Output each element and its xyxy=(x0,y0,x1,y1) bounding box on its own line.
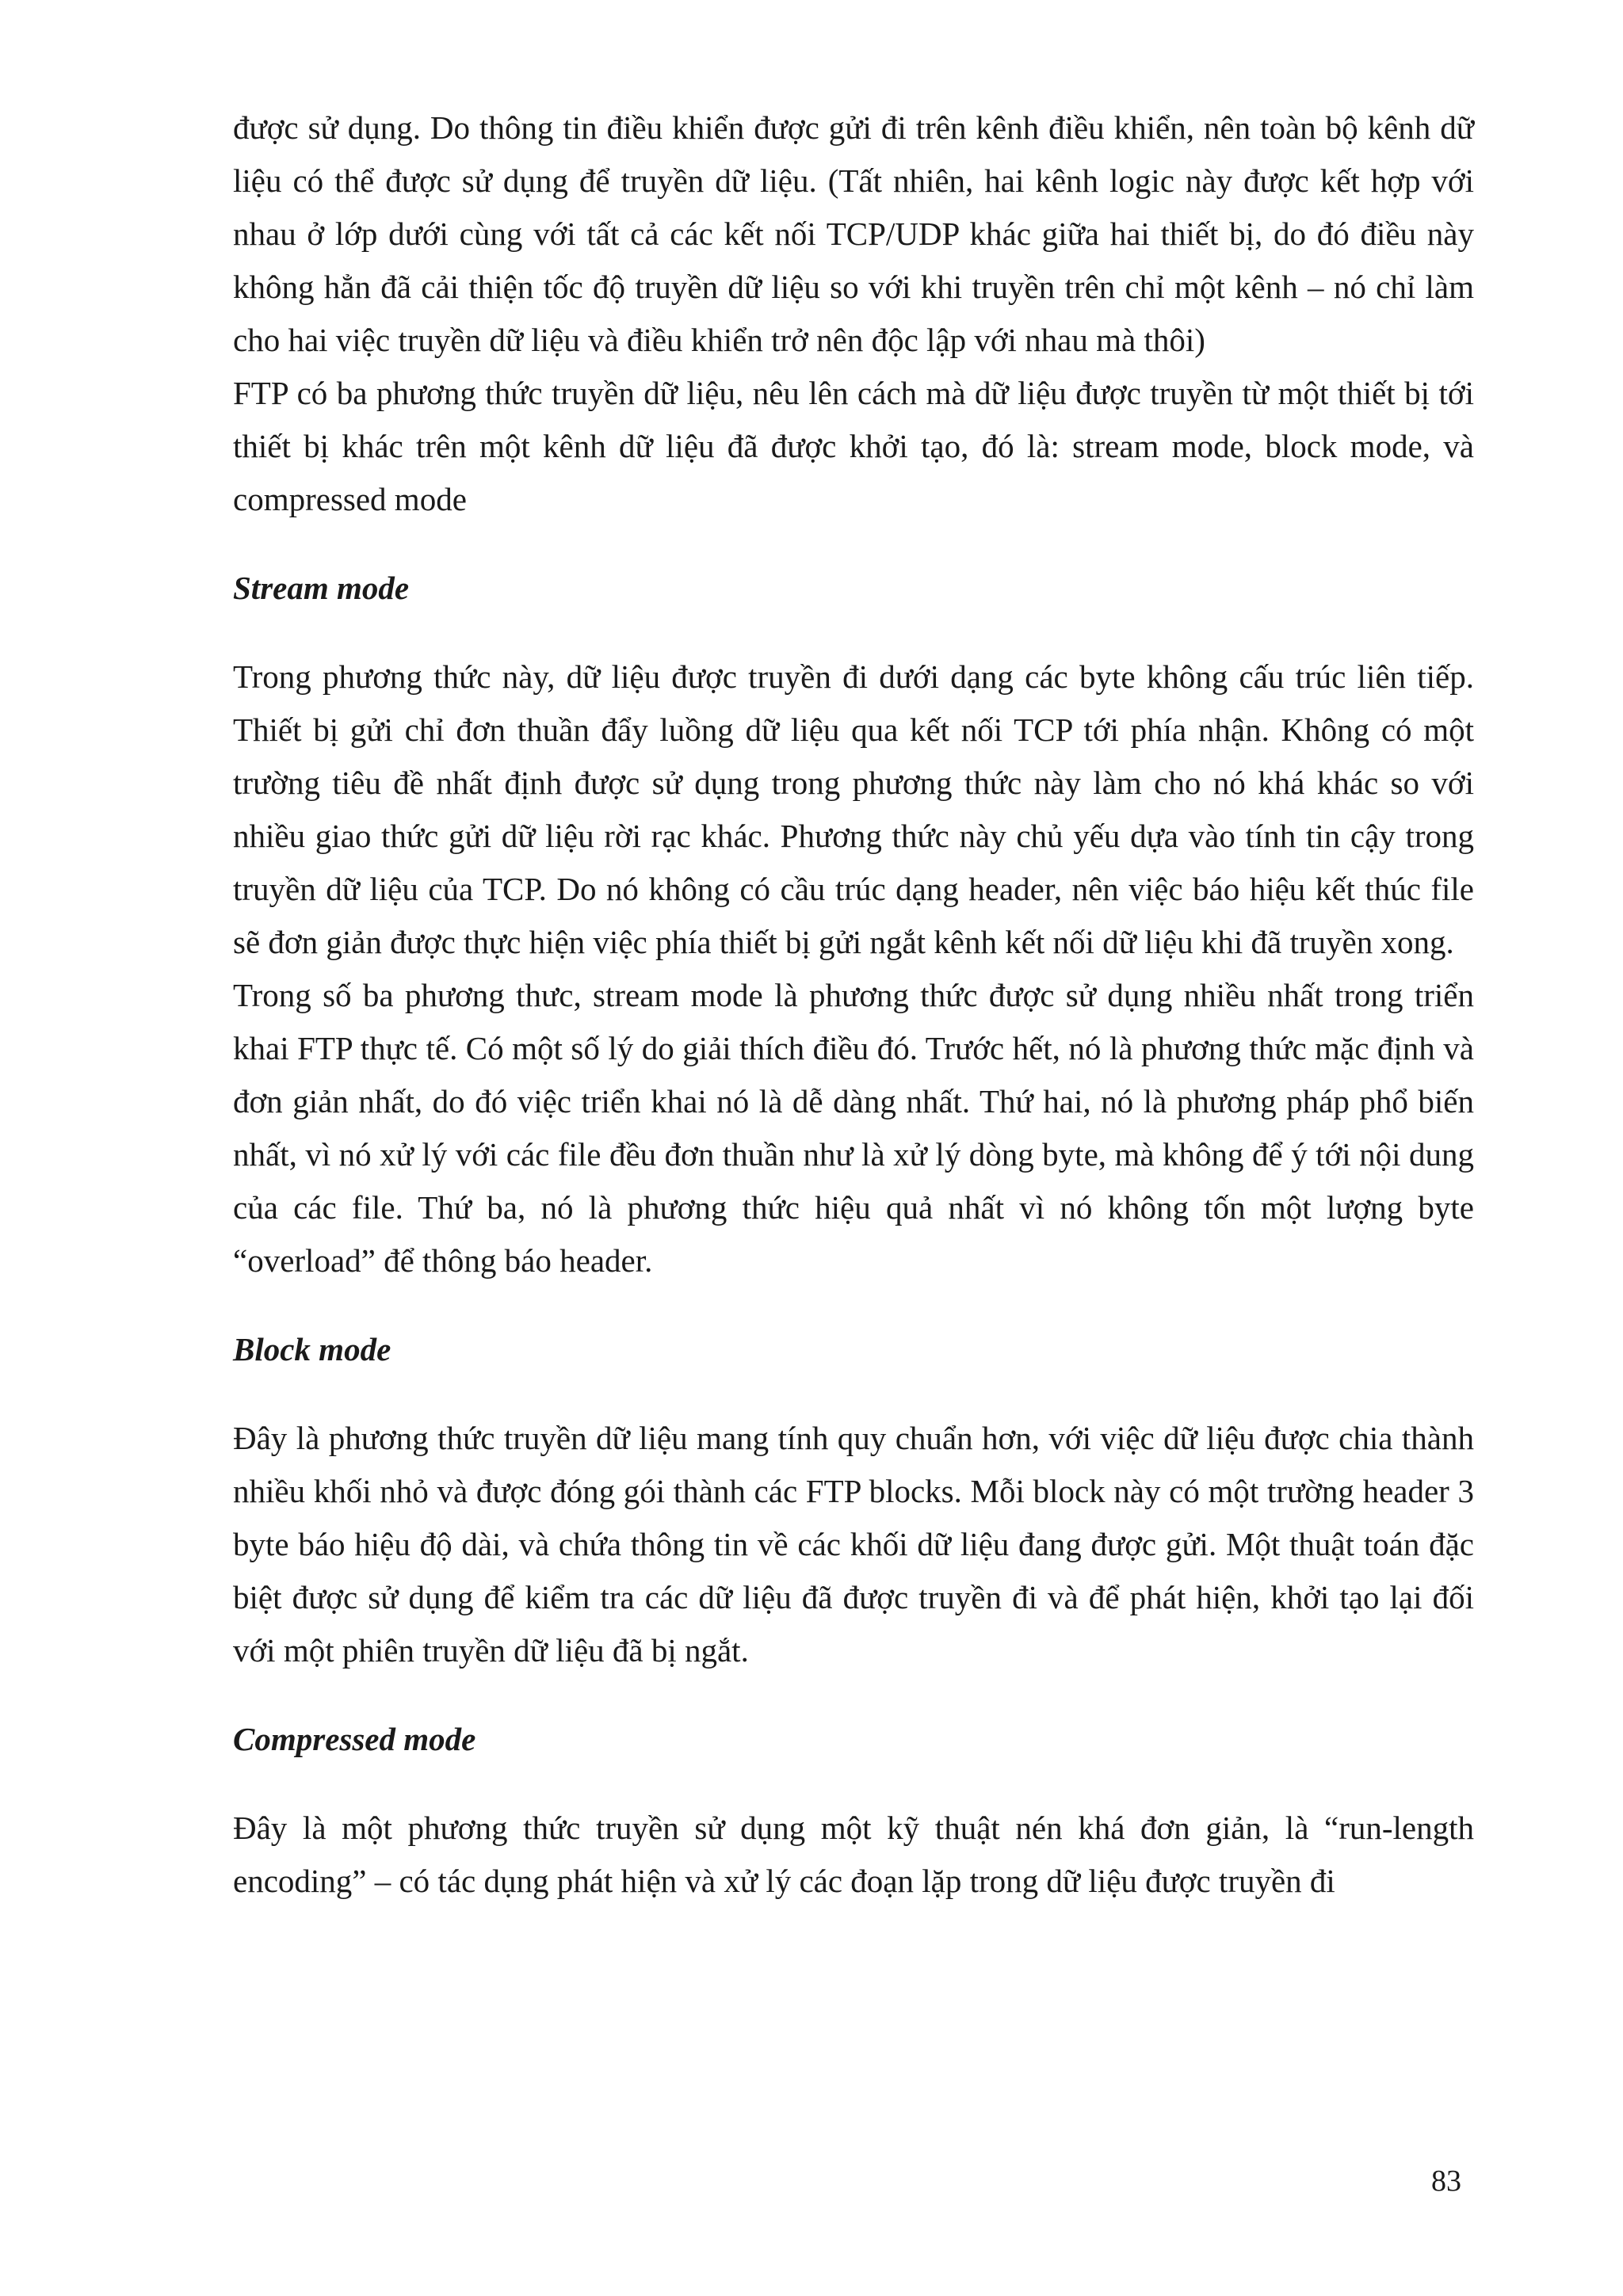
heading-block-mode: Block mode xyxy=(233,1331,391,1367)
paragraph-block-mode: Đây là phương thức truyền dữ liệu mang tính quy chuẩn hơn, với việc dữ liệu được chia thành nhiều khối nhỏ và được đóng gói thành các FTP blocks. Mỗi block này có một trường header 3 byte báo hiệu độ dài, và chứa thông tin về các khối dữ liệu đang được gửi. Một thuật toán đặc biệt được sử dụng để kiểm tra các dữ liệu đã được truyền đi và để phát hiện, khởi tạo lại đối với một phiên truyền dữ liệu đã bị ngắt. xyxy=(233,1420,1474,1669)
page-body xyxy=(233,101,1474,1908)
paragraph-data-channel: được sử dụng. Do thông tin điều khiển được gửi đi trên kênh điều khiển, nên toàn bộ kênh dữ liệu có thể được sử dụng để truyền dữ liệu. (Tất nhiên, hai kênh logic này được kết hợp với nhau ở lớp dưới cùng với tất cả các kết nối TCP/UDP khác giữa hai thiết bị, do đó điều này không hẳn đã cải thiện tốc độ truyền dữ liệu so với khi truyền trên chỉ một kênh – nó chỉ làm cho hai việc truyền dữ liệu và điều khiển trở nên độc lập với nhau mà thôi) xyxy=(233,109,1474,358)
paragraph-stream-mode-usage: Trong số ba phương thưc, stream mode là phương thức được sử dụng nhiều nhất trong triển khai FTP thực tế. Có một số lý do giải thích điều đó. Trước hết, nó là phương thức mặc định và đơn giản nhất, do đó việc triển khai nó là dễ dàng nhất. Thứ hai, nó là phương pháp phổ biến nhất, vì nó xử lý với các file đều đơn thuần như là xử lý dòng byte, mà không để ý tới nội dung của các file. Thứ ba, nó là phương thức hiệu quả nhất vì nó không tốn một lượng byte “overload” để thông báo header. xyxy=(233,977,1474,1279)
heading-compressed-mode: Compressed mode xyxy=(233,1721,476,1757)
paragraph-stream-mode: Trong phương thức này, dữ liệu được truyền đi dưới dạng các byte không cấu trúc liên tiếp. Thiết bị gửi chỉ đơn thuần đẩy luồng dữ liệu qua kết nối TCP tới phía nhận. Không có một trường tiêu đề nhất định được sử dụng trong phương thức này làm cho nó khá khác so với nhiều giao thức gửi dữ liệu rời rạc khác. Phương thức này chủ yếu dựa vào tính tin cậy trong truyền dữ liệu của TCP. Do nó không có cầu trúc dạng header, nên việc báo hiệu kết thúc file sẽ đơn giản được thực hiện việc phía thiết bị gửi ngắt kênh kết nối dữ liệu khi đã truyền xong. xyxy=(233,658,1474,960)
paragraph-transfer-modes: FTP có ba phương thức truyền dữ liệu, nêu lên cách mà dữ liệu được truyền từ một thiết bị tới thiết bị khác trên một kênh dữ liệu đã được khởi tạo, đó là: stream mode, block mode, và compressed mode xyxy=(233,375,1474,517)
paragraph-compressed-mode: Đây là một phương thức truyền sử dụng một kỹ thuật nén khá đơn giản, là “run-length encoding” – có tác dụng phát hiện và xử lý các đoạn lặp trong dữ liệu được truyền đi xyxy=(233,1810,1474,1899)
page-number: 83 xyxy=(1431,2164,1461,2198)
heading-stream-mode: Stream mode xyxy=(233,570,410,606)
